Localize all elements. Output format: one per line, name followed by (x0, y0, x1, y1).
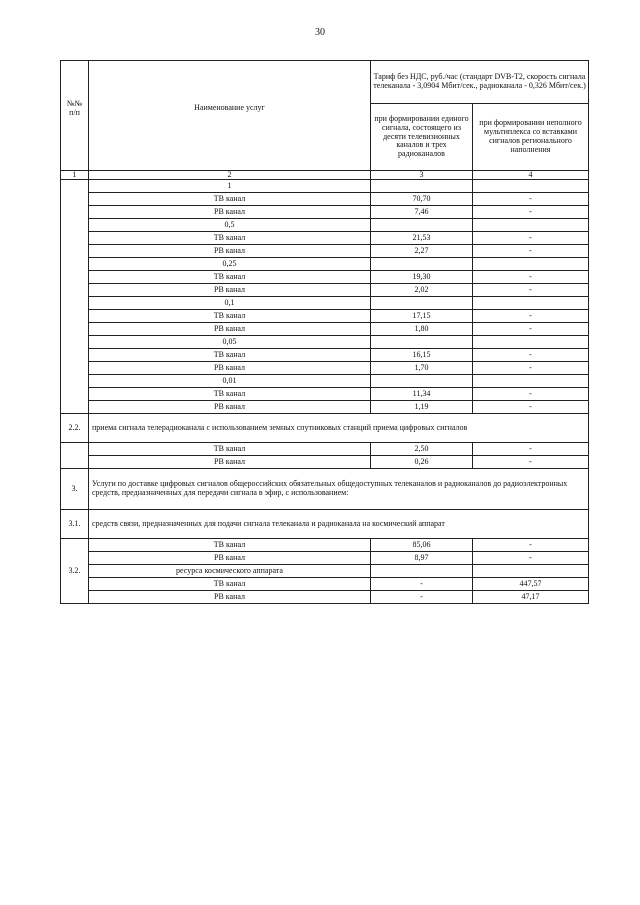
service-name-cell: РВ канал (89, 323, 371, 336)
table-row (61, 456, 589, 469)
section-row (61, 565, 589, 578)
service-name-cell: ТВ канал (89, 232, 371, 245)
table-row (61, 219, 589, 232)
section-title: Услуги по доставке цифровых сигналов общероссийских обязательных общедоступных телеканалов и радиоканалов до радиоэлектронных средств, предназначенных для передачи сигнала в эфир, с использованием: (89, 469, 589, 510)
tariff-col-4-cell: - (473, 456, 589, 469)
section-number: 2.2. (61, 414, 89, 443)
tariff-col-3-cell (371, 297, 473, 310)
section-row (61, 469, 589, 510)
table-row (61, 245, 589, 258)
tariff-col-3-cell: - (371, 591, 473, 604)
page-number: 30 (315, 27, 325, 38)
tariff-col-3-cell: 85,06 (371, 539, 473, 552)
table-row (61, 258, 589, 271)
tariff-col-3-cell: 21,53 (371, 232, 473, 245)
tariff-col-4-cell (473, 297, 589, 310)
service-name-cell: РВ канал (89, 401, 371, 414)
tariff-col-4-cell: - (473, 245, 589, 258)
tariff-col-3-cell: 7,46 (371, 206, 473, 219)
service-name-cell: 1 (89, 180, 371, 193)
service-name-cell: РВ канал (89, 362, 371, 375)
tariff-col-3-cell: 70,70 (371, 193, 473, 206)
service-name-cell: РВ канал (89, 245, 371, 258)
table-row (61, 539, 589, 552)
table-row (61, 443, 589, 456)
tariff-col-3-cell: 8,97 (371, 552, 473, 565)
service-name-cell: РВ канал (89, 552, 371, 565)
table-row (61, 375, 589, 388)
header-sub-col-3: при формировании единого сигнала, состоящего из десяти телевизионных каналов и трех радиоканалов (371, 104, 473, 171)
tariff-col-4-cell (473, 258, 589, 271)
table-row (61, 310, 589, 323)
tariff-col-3-cell: 2,50 (371, 443, 473, 456)
service-name-cell: ТВ канал (89, 539, 371, 552)
column-number-4: 4 (473, 171, 589, 180)
column-number-2: 2 (89, 171, 371, 180)
table-row (61, 232, 589, 245)
header-tariff-title: Тариф без НДС, руб./час (стандарт DVB-T2, скорость сигнала телеканала - 3,0904 Мбит/сек., радиоканала - 0,326 Мбит/сек.) (371, 61, 589, 104)
column-numbers-row (61, 171, 589, 180)
tariff-table (60, 60, 589, 604)
table-row (61, 388, 589, 401)
table-row (61, 591, 589, 604)
tariff-col-4-cell: - (473, 284, 589, 297)
tariff-col-3-cell: 11,34 (371, 388, 473, 401)
tariff-col-3-cell: 2,02 (371, 284, 473, 297)
header-col-no: №№ п/п (61, 61, 89, 171)
section-title: средств связи, предназначенных для подачи сигнала телеканала и радиоканала на космический аппарат (89, 510, 589, 539)
table-row (61, 193, 589, 206)
section-number: 3. (61, 469, 89, 510)
tariff-col-3-cell (371, 336, 473, 349)
row-number-cell (61, 443, 89, 469)
section-title: ресурса космического аппарата (89, 565, 371, 578)
tariff-col-3-cell: 19,30 (371, 271, 473, 284)
service-name-cell: 0,05 (89, 336, 371, 349)
tariff-table-body (61, 61, 589, 604)
tariff-col-4-cell: - (473, 310, 589, 323)
tariff-col-4-cell (473, 219, 589, 232)
service-name-cell: 0,5 (89, 219, 371, 232)
service-name-cell: РВ канал (89, 591, 371, 604)
tariff-col-3-cell: - (371, 578, 473, 591)
table-row (61, 401, 589, 414)
tariff-col-3-cell: 1,19 (371, 401, 473, 414)
table-row (61, 323, 589, 336)
table-row (61, 271, 589, 284)
service-name-cell: ТВ канал (89, 349, 371, 362)
header-sub-col-4: при формировании неполного мультиплекса со вставками сигналов регионального наполнения (473, 104, 589, 171)
table-row (61, 336, 589, 349)
service-name-cell: ТВ канал (89, 443, 371, 456)
table-row (61, 578, 589, 591)
header-row-1 (61, 61, 589, 104)
tariff-col-4-cell: - (473, 206, 589, 219)
table-row (61, 297, 589, 310)
tariff-col-4-cell: - (473, 232, 589, 245)
row-number-cell (61, 180, 89, 414)
service-name-cell: ТВ канал (89, 271, 371, 284)
section-row (61, 414, 589, 443)
column-number-3: 3 (371, 171, 473, 180)
tariff-col-3-cell (371, 258, 473, 271)
tariff-col-4-cell: - (473, 349, 589, 362)
header-col-name: Наименование услуг (89, 61, 371, 171)
table-row (61, 284, 589, 297)
tariff-col-3-cell: 1,80 (371, 323, 473, 336)
tariff-col-4-cell (473, 565, 589, 578)
tariff-col-3-cell: 16,15 (371, 349, 473, 362)
service-name-cell: 0,25 (89, 258, 371, 271)
tariff-col-3-cell: 0,26 (371, 456, 473, 469)
tariff-col-4-cell: - (473, 193, 589, 206)
tariff-col-3-cell (371, 375, 473, 388)
table-row (61, 552, 589, 565)
tariff-col-4-cell: - (473, 539, 589, 552)
service-name-cell: ТВ канал (89, 310, 371, 323)
service-name-cell: РВ канал (89, 206, 371, 219)
tariff-col-3-cell (371, 565, 473, 578)
service-name-cell: 0,01 (89, 375, 371, 388)
tariff-col-3-cell (371, 180, 473, 193)
tariff-col-4-cell: - (473, 443, 589, 456)
tariff-col-3-cell: 1,70 (371, 362, 473, 375)
section-row (61, 510, 589, 539)
section-title: приема сигнала телерадиоканала с использованием земных спутниковых станций приема цифровых сигналов (89, 414, 589, 443)
column-number-1: 1 (61, 171, 89, 180)
tariff-col-4-cell: - (473, 388, 589, 401)
service-name-cell: ТВ канал (89, 388, 371, 401)
section-number-3-2: 3.2. (61, 539, 89, 604)
tariff-col-4-cell: 447,57 (473, 578, 589, 591)
section-number: 3.1. (61, 510, 89, 539)
service-name-cell: РВ канал (89, 284, 371, 297)
table-row (61, 180, 589, 193)
service-name-cell: ТВ канал (89, 193, 371, 206)
tariff-col-3-cell: 17,15 (371, 310, 473, 323)
table-row (61, 362, 589, 375)
tariff-col-4-cell (473, 336, 589, 349)
service-name-cell: ТВ канал (89, 578, 371, 591)
tariff-col-4-cell (473, 375, 589, 388)
service-name-cell: РВ канал (89, 456, 371, 469)
tariff-col-4-cell: 47,17 (473, 591, 589, 604)
tariff-col-4-cell: - (473, 552, 589, 565)
table-row (61, 206, 589, 219)
tariff-col-4-cell: - (473, 323, 589, 336)
tariff-col-4-cell: - (473, 401, 589, 414)
tariff-col-4-cell (473, 180, 589, 193)
tariff-col-3-cell: 2,27 (371, 245, 473, 258)
tariff-col-3-cell (371, 219, 473, 232)
table-row (61, 349, 589, 362)
tariff-col-4-cell: - (473, 271, 589, 284)
tariff-col-4-cell: - (473, 362, 589, 375)
service-name-cell: 0,1 (89, 297, 371, 310)
